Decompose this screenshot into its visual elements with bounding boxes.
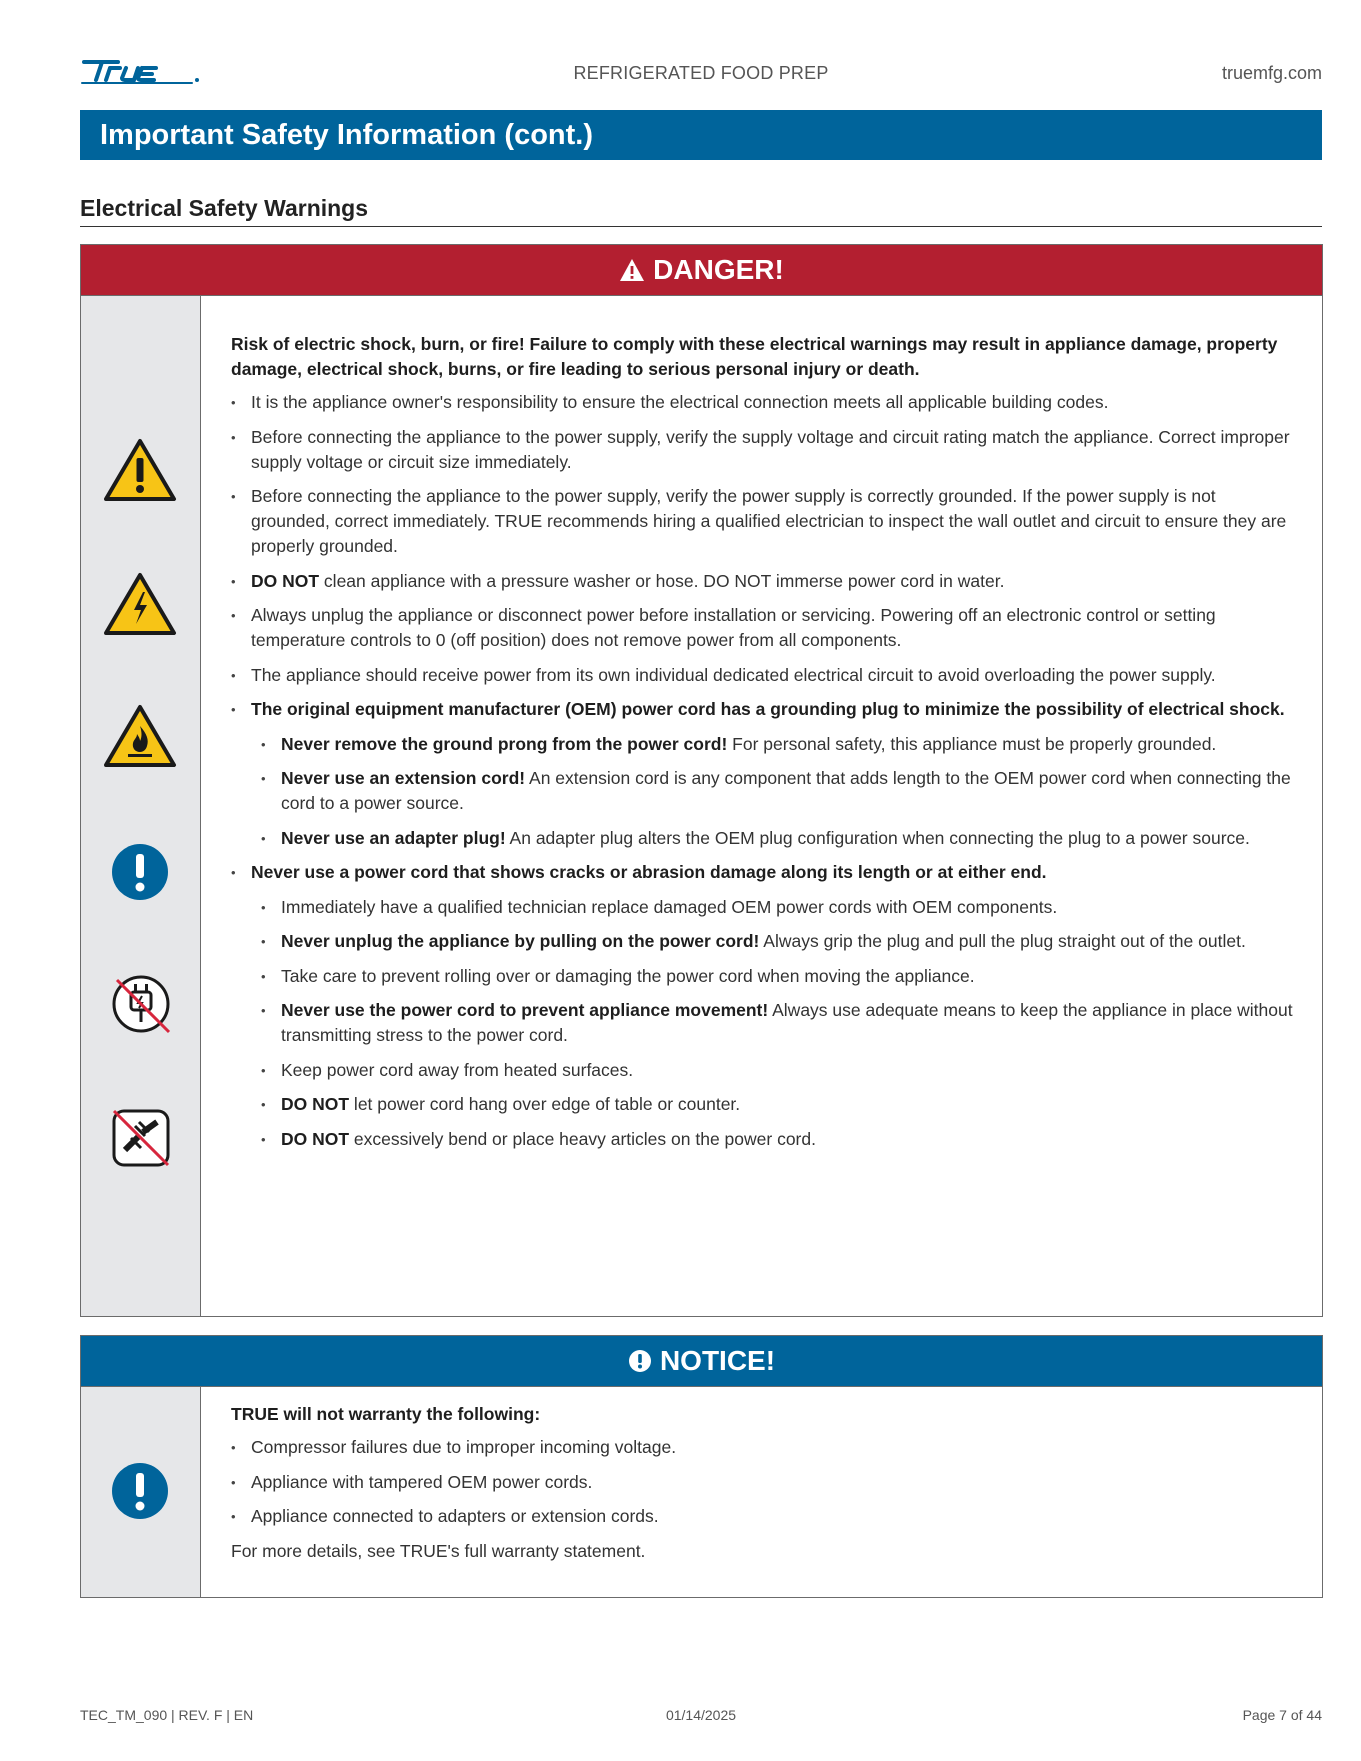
danger-item-emphasis: Never remove the ground prong from the power cord! xyxy=(281,733,728,754)
no-pulling-cord-icon xyxy=(111,1108,171,1168)
danger-sub-item xyxy=(261,998,1294,1048)
danger-sub-item xyxy=(261,929,1294,954)
danger-warnings-list xyxy=(231,390,1294,1152)
danger-sub-item xyxy=(261,732,1294,757)
warning-triangle-icon xyxy=(103,438,177,502)
danger-box xyxy=(80,244,1323,1317)
warranty-reference-text: For more details, see TRUE's full warranty statement. xyxy=(231,1540,646,1561)
page-header xyxy=(80,52,1322,92)
danger-item xyxy=(231,484,1294,559)
section-heading xyxy=(80,195,1322,227)
danger-item xyxy=(231,697,1294,722)
danger-label: DANGER! xyxy=(653,254,784,285)
section-title-bar xyxy=(80,110,1322,160)
document-date: 01/14/2025 xyxy=(665,1707,737,1723)
danger-item-text: Always use adequate means to keep the appliance in place without transmitting stress to the power cord. xyxy=(281,1000,1293,1045)
notice-lead-text: TRUE will not warranty the following: xyxy=(231,1404,541,1424)
danger-item-text: Always grip the plug and pull the plug straight out of the outlet. xyxy=(759,931,1246,951)
danger-item xyxy=(231,569,1294,594)
notice-label: NOTICE! xyxy=(659,1345,776,1376)
danger-item-emphasis: Never use an extension cord! xyxy=(281,768,526,788)
danger-item-emphasis: DO NOT xyxy=(281,1128,350,1149)
danger-item-emphasis: DO NOT xyxy=(251,570,320,591)
danger-sub-item xyxy=(261,826,1294,851)
document-category: REFRIGERATED FOOD PREP xyxy=(573,63,829,83)
danger-lead-text: Risk of electric shock, burn, or fire! Failure to comply with these electrical warnings may result in appliance damage, property damage, electrical shock, burns, or fire leading to serious personal injury or death. xyxy=(231,334,1278,379)
page-title: Important Safety Information (cont.) xyxy=(100,119,593,151)
mandatory-exclamation-icon xyxy=(111,1462,169,1520)
danger-item-text: It is the appliance owner's responsibility to ensure the electrical connection meets all applicable building codes. xyxy=(251,392,1109,412)
danger-item-text: Keep power cord away from heated surfaces. xyxy=(281,1059,634,1080)
danger-item-text: Immediately have a qualified technician replace damaged OEM power cords with OEM components. xyxy=(281,896,1058,917)
danger-item-text: Before connecting the appliance to the power supply, verify the supply voltage and circuit rating match the appliance. Correct improper supply voltage or circuit size immediately. xyxy=(251,426,1290,472)
notice-content xyxy=(201,1387,1322,1597)
section-heading-text: Electrical Safety Warnings xyxy=(80,195,369,221)
danger-item-emphasis: Never use the power cord to prevent appliance movement! xyxy=(281,1000,769,1020)
page-number: Page 7 of 44 xyxy=(1242,1707,1322,1723)
danger-icon-column xyxy=(81,296,201,1316)
danger-item-text: Before connecting the appliance to the power supply, verify the power supply is correctly grounded. If the power supply is not grounded, correct immediately. TRUE recommends hiring a qualified electrician to inspect the wall outlet and circuit to ensure they are properly grounded. xyxy=(251,486,1287,556)
danger-sub-item xyxy=(261,1127,1294,1152)
notice-item: • Appliance with tampered OEM power cords. xyxy=(231,1470,1294,1495)
document-id: TEC_TM_090 | REV. F | EN xyxy=(80,1707,254,1723)
danger-item xyxy=(231,603,1294,653)
danger-item-text: The appliance should receive power from its own individual dedicated electrical circuit to avoid overloading the power supply. xyxy=(251,664,1216,685)
website-link[interactable]: truemfg.com xyxy=(1221,63,1322,83)
danger-item-emphasis: Never unplug the appliance by pulling on the power cord! xyxy=(281,931,760,951)
notice-body xyxy=(81,1386,1322,1597)
fire-hazard-icon xyxy=(103,704,177,768)
danger-content xyxy=(201,296,1322,1316)
danger-item-emphasis: DO NOT xyxy=(281,1094,350,1114)
notice-list xyxy=(231,1435,1294,1529)
notice-header xyxy=(81,1336,1322,1386)
danger-item-text: Always unplug the appliance or disconnect power before installation or servicing. Powering off an electronic control or setting temperature controls to 0 (off position) does not remove power from all components. xyxy=(251,605,1216,650)
notice-box xyxy=(80,1335,1323,1598)
danger-item-text: excessively bend or place heavy articles on the power cord. xyxy=(349,1128,816,1149)
danger-item xyxy=(231,425,1294,475)
danger-sub-item xyxy=(261,1092,1294,1117)
no-plug-adapter-icon xyxy=(111,974,171,1034)
danger-item-text: For personal safety, this appliance must be properly grounded. xyxy=(727,733,1217,754)
danger-item-emphasis: Never use an adapter plug! xyxy=(281,827,506,848)
danger-item-emphasis: Never use a power cord that shows cracks or abrasion damage along its length or at either end. xyxy=(251,862,1047,882)
danger-sub-item xyxy=(261,895,1294,920)
danger-item-text: let power cord hang over edge of table or counter. xyxy=(349,1094,741,1114)
notice-exclamation-icon xyxy=(628,1349,652,1373)
danger-item-text: An adapter plug alters the OEM plug configuration when connecting the plug to a power source. xyxy=(505,827,1250,848)
mandatory-exclamation-icon xyxy=(111,843,169,901)
danger-header xyxy=(81,245,1322,295)
danger-item xyxy=(231,663,1294,688)
danger-sub-item xyxy=(261,964,1294,989)
danger-sub-item xyxy=(261,1058,1294,1083)
danger-triangle-icon xyxy=(619,258,645,282)
notice-item: • Appliance connected to adapters or extension cords. xyxy=(231,1504,1294,1529)
notice-icon-column xyxy=(81,1387,201,1597)
danger-item-text: Take care to prevent rolling over or damaging the power cord when moving the appliance. xyxy=(281,965,975,986)
danger-item xyxy=(231,390,1294,415)
danger-body xyxy=(81,295,1322,1316)
electric-hazard-icon xyxy=(103,572,177,636)
danger-item-emphasis: The original equipment manufacturer (OEM) power cord has a grounding plug to minimize the possibility of electrical shock. xyxy=(251,699,1285,719)
danger-item xyxy=(231,860,1294,885)
danger-item-text: An extension cord is any component that adds length to the OEM power cord when connecting the cord to a power source. xyxy=(281,768,1291,813)
danger-item-text: clean appliance with a pressure washer or hose. DO NOT immerse power cord in water. xyxy=(319,570,1005,591)
notice-item: • Compressor failures due to improper incoming voltage. xyxy=(231,1435,1294,1460)
danger-sub-item xyxy=(261,766,1294,816)
